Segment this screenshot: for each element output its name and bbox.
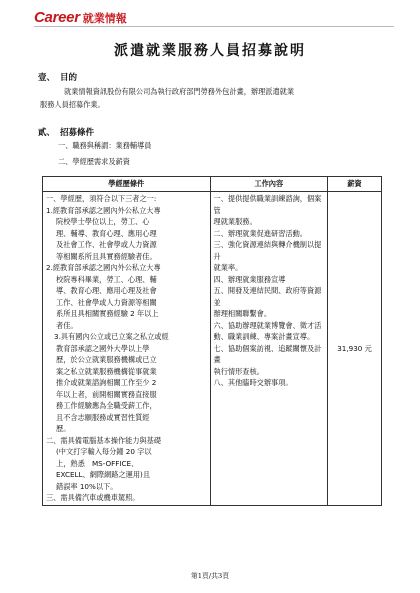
requirement-line: (中文打字輸入每分鐘 20 字以 [56,447,152,456]
table-header-row [43,177,382,192]
duty-line: 三、強化資源連結與轉介機制以提升 [213,240,322,261]
requirement-line: 年以上者，前開相關實務直接服 [56,389,157,399]
requirement-line: 及社會工作、社會學或人力資源 [56,240,157,249]
requirement-line: 教育部承認之國外大學以上學 [56,343,150,353]
section1-number: 壹、 [38,73,56,83]
duty-line: 六、協助辦理就業博覽會、徵才活 [213,320,322,330]
duty-line: 二、辦理就業促進研習活動。 [213,228,307,238]
logo-chinese: 就業情報 [82,13,127,25]
requirement-line: 2.經教育部承認之國內外公私立大專 [46,263,161,272]
duties-cell [210,192,328,506]
requirement-line: 1.經教育部承認之國內外公私立大專 [46,205,161,215]
duty-line: 動、職業訓練、專案計畫宣導。 [213,332,315,341]
duty-line: 一、提供提供職業訓練諮詢，個案管 [213,194,322,215]
requirement-line: 等相關系所且具實務經驗者佳。 [56,251,157,261]
requirement-line: 且不含志願服務或實習性質經 [56,412,150,422]
requirement-line: 歷，於公立就業服務機構或已立 [56,355,157,364]
duty-line: 就業率。 [213,263,243,272]
requirement-line: 三、需具備汽車或機車駕照。 [46,493,140,502]
salary-cell: 31,930 元 [328,192,382,506]
section1-line: 服務人員招募作業。 [40,100,105,109]
requirement-line: 系所且具相關實務經驗 2 年以上 [56,309,159,318]
requirements-table [42,176,382,506]
duty-line: 八、其他臨時交辦事項。 [213,378,293,387]
requirement-line: 校院專科畢業，勞工、心理、輔 [56,274,157,284]
section2-heading [38,126,94,138]
qualifications-cell [43,192,211,506]
document-title: 派遣就業服務人員招募說明 [114,43,306,59]
section2-number: 貳、 [38,128,56,138]
requirement-line: 理、輔導、教育心理、應用心理 [56,228,157,238]
duty-line: 五、開發及連結民間、政府等資源並 [213,286,322,307]
duty-line: 理就業服務。 [213,217,257,226]
requirement-line: 者佳。 [56,320,78,330]
page-number: 第1頁/共3頁 [190,572,230,580]
requirement-line: EXCELL、網際網路之運用)且 [56,470,151,479]
requirement-line: 歷。 [56,424,71,433]
section1-paragraph [40,85,380,111]
duty-line: 四、辦理就業服務宣導 [213,274,286,284]
table-row [43,192,382,506]
requirement-line: 務工作經驗應為全職受薪工作， [56,401,157,410]
requirement-line: 一、學經歷，須符合以下三者之一: [46,194,157,203]
duty-line: 辦理相關聯繫會。 [213,309,272,318]
section1-heading [38,71,77,83]
requirement-line: 3.具有國內公立或已立案之私立或經 [54,332,169,341]
duty-line: 執行情形查核。 [213,366,264,376]
header-duties: 工作內容 [210,177,328,192]
logo-english: Career [34,9,80,26]
section2-item-2: 二、學經歷需求及薪資 [58,157,130,166]
requirement-line: 錯誤率 10%以下。 [56,481,118,491]
requirement-line: 上，熟悉 MS-OFFICE、 [56,458,139,468]
requirement-line: 院校學士學位以上，勞工、心 [56,217,150,226]
requirement-line: 案之私立就業服務機構從事就業 [56,366,157,376]
career-logo [34,9,127,26]
section2-title: 招募條件 [60,128,95,138]
section1-line: 就業情報資訊股份有限公司為執行政府部門勞務外包計畫，辦理派遣就業 [64,87,295,96]
header-salary: 薪資 [328,177,382,192]
header-rule [34,26,394,27]
page-header [0,0,420,30]
requirement-line: 工作、社會學或人力資源等相關 [56,297,157,307]
section1-title: 目的 [60,73,78,83]
requirement-line: 導、教育心理、應用心理及社會 [56,286,157,295]
duty-line: 七、協助個案訪視、追蹤關懷及計畫 [213,343,322,364]
requirement-line: 二、需具備電腦基本操作能力與基礎 [46,435,162,445]
requirement-line: 推介或就業諮詢相關工作至少 2 [56,378,157,387]
section2-item-1: 一、職務與稱謂：業務輔導員 [58,141,152,150]
header-qualifications: 學經歷條件 [43,177,211,192]
